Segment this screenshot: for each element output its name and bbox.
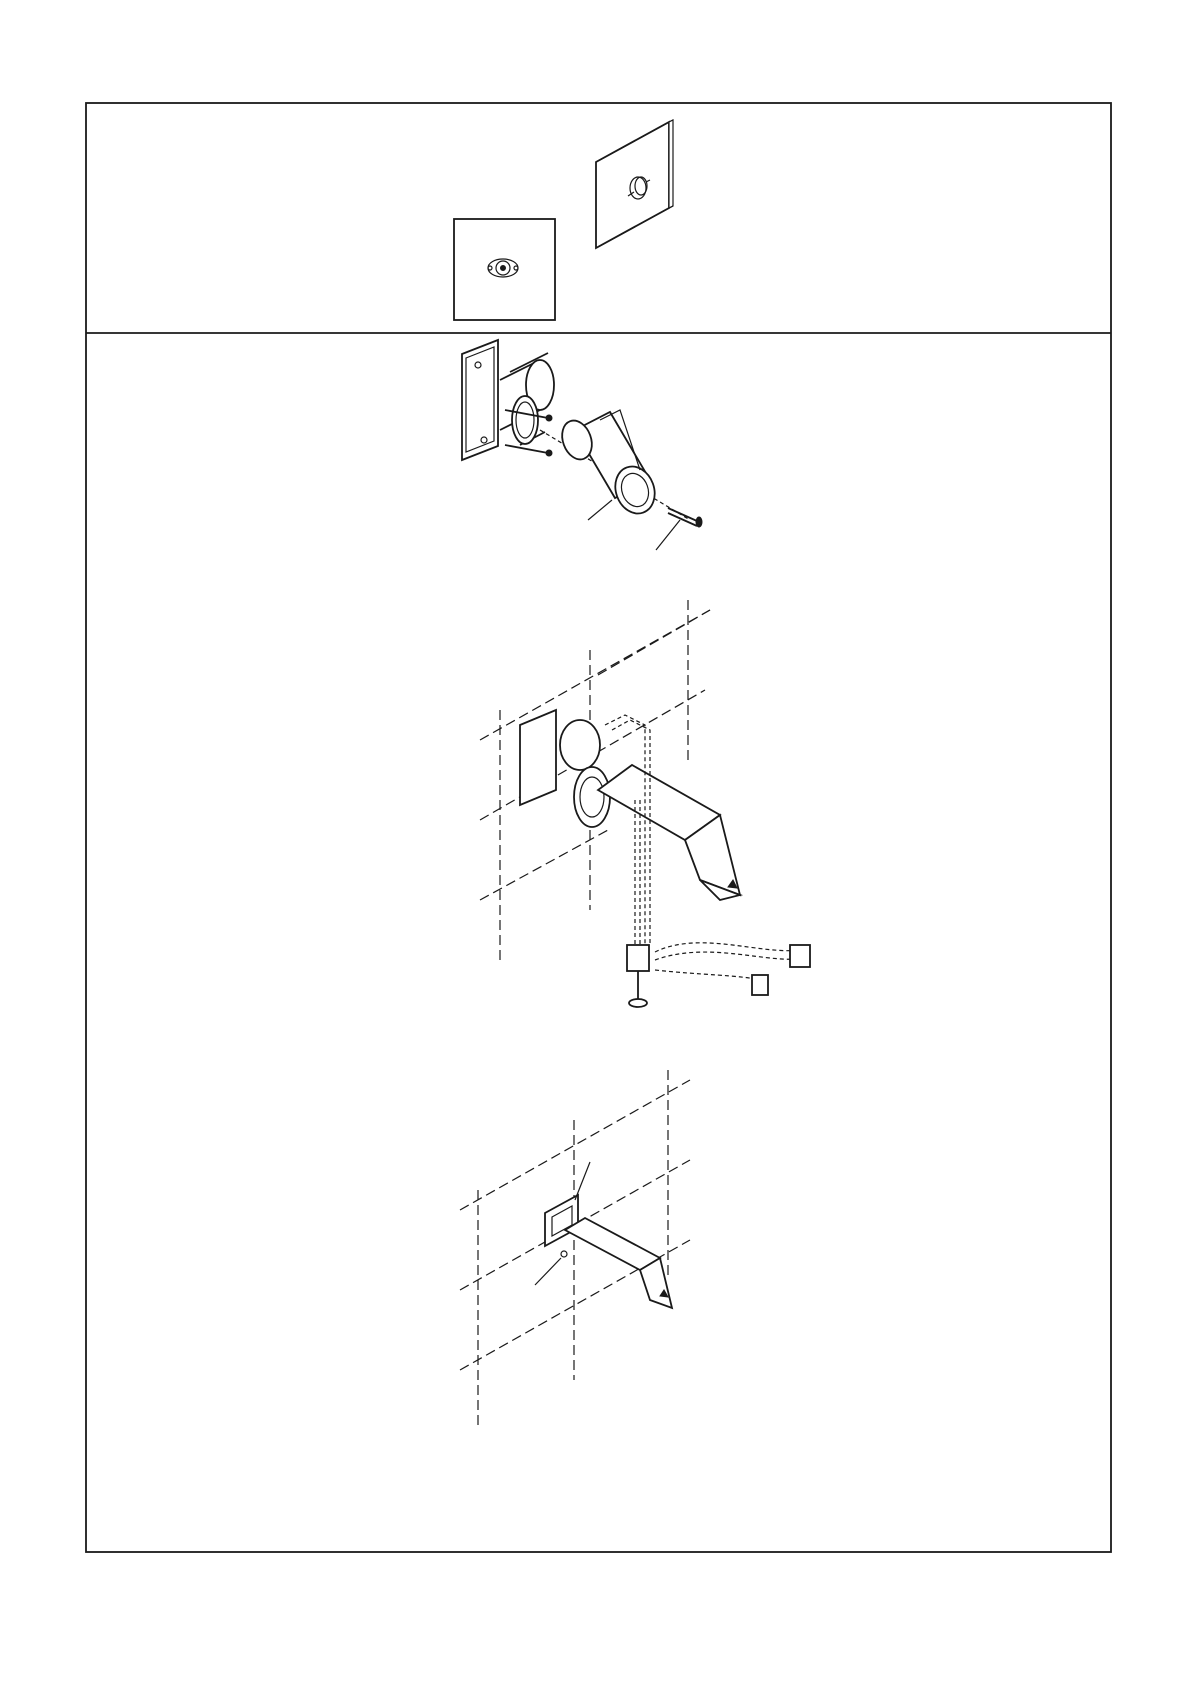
spout-install-icon	[480, 600, 810, 1007]
cover-plate-icon	[596, 120, 673, 248]
finished-spout-icon	[460, 1070, 690, 1430]
page-frame	[86, 103, 1111, 1552]
sleeve-icon	[557, 410, 661, 520]
template-icon	[454, 219, 555, 320]
screw-icon	[656, 508, 702, 550]
